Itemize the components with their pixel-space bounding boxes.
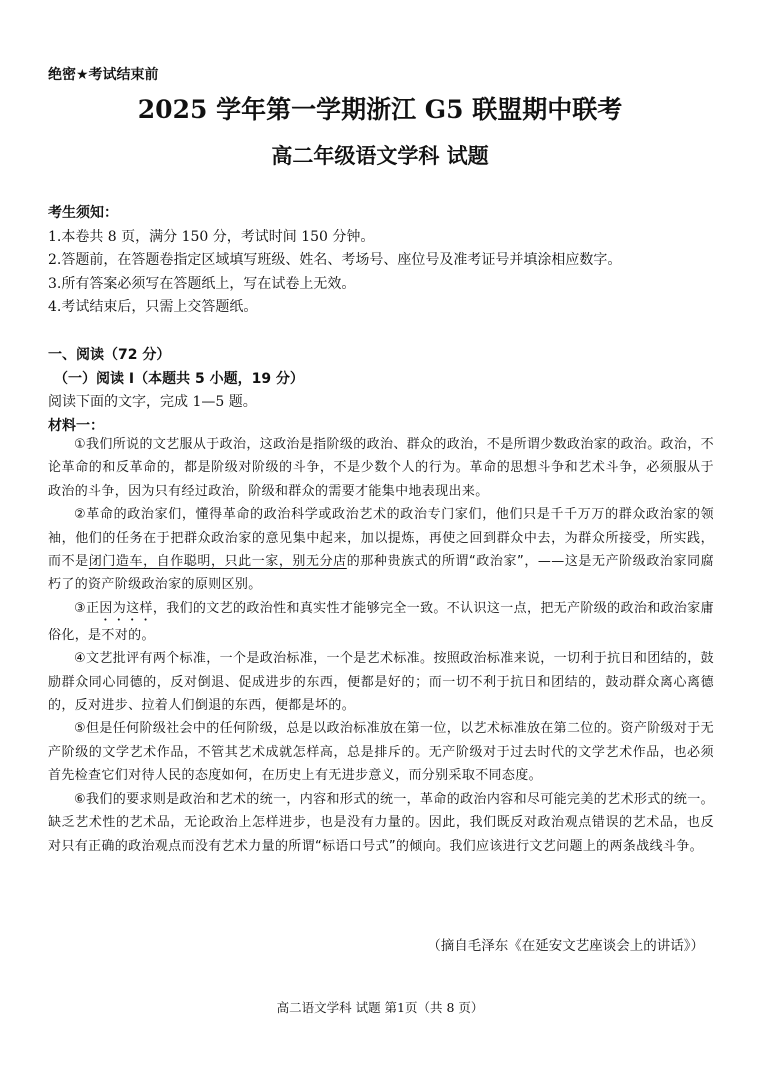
reading-section-header (48, 344, 718, 438)
paragraph-5: ⑤但是任何阶级社会中的任何阶级，总是以政治标准放在第一位，以艺术标准放在第二位的。资产阶级对于无产阶级的文学艺术作品，不管其艺术成就怎样高，总是排斥的。无产阶级对于过去时代的文学艺术作品，也必须首先检查它们对待人民的态度如何，在历史上有无进步意义，而分别采取不同态度。 (48, 721, 714, 784)
paragraph-2-end: 的那种贵族式的所谓“政治家”，——这是无产阶级政治家同腐朽了的资产阶级政治家的原则区别。 (48, 554, 714, 593)
paragraph-4: ④文艺批评有两个标准，一个是政治标准，一个是艺术标准。按照政治标准来说，一切利于抗日和团结的，鼓励群众同心同德的，反对倒退、促成进步的东西，便都是好的；而一切不利于抗日和团结的，鼓动群众离心离德的，反对进步、拉着人们倒退的东西，便都是坏的。 (48, 651, 714, 714)
section-heading: 一、阅读（72 分） (48, 347, 171, 363)
notice-item-1: 1.本卷共 8 页，满分 150 分，考试时间 150 分钟。 (48, 228, 375, 245)
paragraph-3 (48, 597, 714, 647)
paragraph-3-end: ，我们的文艺的政治性和真实性才能够完全一致。不认识这一点，把无产阶级的政治和政治家庸俗化，是不对的。 (48, 600, 715, 643)
secret-label: 绝密★考试结束前 (48, 67, 159, 83)
source-citation: （摘自毛泽东《在延安文艺座谈会上的讲话》） (427, 938, 704, 954)
exam-title: 2025 学年第一学期浙江 G5 联盟期中联考 (137, 95, 623, 124)
section-subheading: （一）阅读 I（本题共 5 小题，19 分） (54, 370, 304, 387)
paragraph-2-start: ②革命的政治家们，懂得革命的政治科学或政治艺术的政治专门家们，他们只是千千万万的群众政治家的领袖，他们的任务在于把群众政治家的意见集中起来，加以提炼，再使之回到群众中去，为群众所接受，所实践，而不是 (48, 507, 714, 570)
paragraph-3-start: ③正 (74, 600, 100, 616)
notice-item-4: 4.考试结束后，只需上交答题纸。 (48, 299, 258, 315)
page-footer: 高二语文学科 试题 第1页（共 8 页） (276, 1000, 484, 1015)
paragraph-2 (48, 503, 714, 597)
dotted-phrase: 因为这样 (99, 600, 153, 616)
underlined-phrase: 闭门造车，自作聪明，只此一家，别无分店 (88, 554, 347, 570)
paragraph-1: ①我们所说的文艺服从于政治，这政治是指阶级的政治、群众的政治，不是所谓少数政治家的政治。政治，不论革命的和反革命的，都是阶级对阶级的斗争，不是少数个人的行为。革命的思想斗争和艺术斗争，必须服从于政治的斗争，因为只有经过政治，阶级和群众的需要才能集中地表现出来。 (48, 437, 714, 499)
candidate-notice (48, 202, 718, 320)
material-label: 材料一： (48, 417, 104, 434)
notice-item-3: 3.所有答案必须写在答题纸上，写在试卷上无效。 (48, 275, 356, 292)
exam-subtitle: 高二年级语文学科 试题 (271, 143, 489, 168)
reading-material-body (48, 433, 714, 858)
notice-heading: 考生须知： (48, 205, 118, 221)
paragraph-6: ⑥我们的要求则是政治和艺术的统一，内容和形式的统一，革命的政治内容和尽可能完美的艺术形式的统一。缺乏艺术性的艺术品，无论政治上怎样进步，也是没有力量的。因此，我们既反对政治观点错误的艺术品，也反对只有正确的政治观点而没有艺术力量的所谓“标语口号式”的倾向。我们应该进行文艺问题上的两条战线斗争。 (48, 791, 714, 854)
notice-item-2: 2.答题前，在答题卷指定区域填写班级、姓名、考场号、座位号及准考证号并填涂相应数字。 (48, 252, 622, 268)
section-instruction: 阅读下面的文字，完成 1—5 题。 (48, 394, 257, 410)
